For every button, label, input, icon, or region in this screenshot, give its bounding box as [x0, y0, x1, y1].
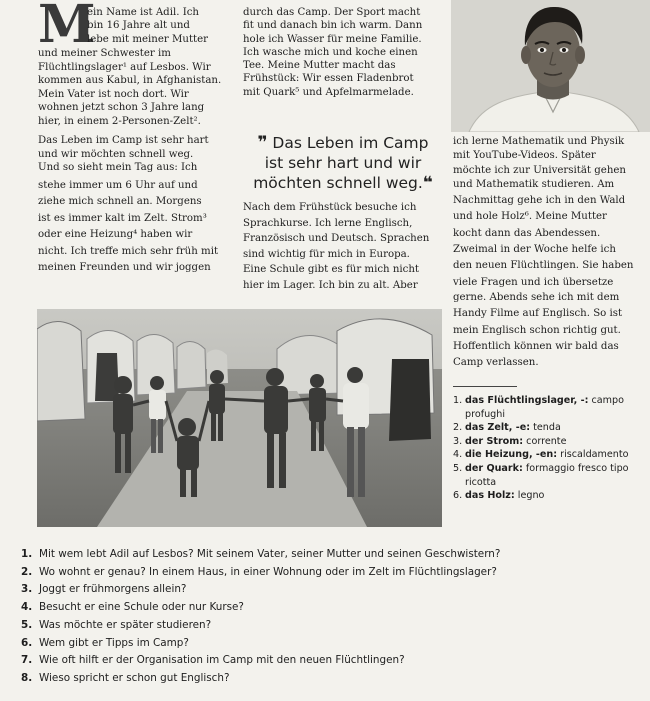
- glossary-item: [453, 448, 648, 462]
- text-line: und wir möchten schnell weg.: [38, 148, 194, 160]
- glossary: [453, 394, 648, 503]
- text-line: Sprachkurse. Ich lerne Englisch,: [243, 217, 413, 229]
- question-number: 1.: [21, 548, 33, 560]
- question-text: Wem gibt er Tipps im Camp?: [39, 636, 189, 649]
- glossary-number: 4.: [453, 449, 463, 461]
- glossary-item: [453, 421, 648, 435]
- text-line: und Mathematik studieren. Am: [453, 178, 615, 190]
- question-number: 7.: [21, 654, 33, 667]
- glossary-item: [453, 435, 648, 449]
- glossary-translation: formaggio fresco tipo: [525, 462, 629, 474]
- quote-close-mark: ❝: [422, 173, 433, 193]
- question-item: [21, 564, 641, 582]
- refugee-camp-photo: [37, 309, 442, 527]
- intro-lines: [87, 6, 208, 46]
- question-item: [21, 670, 641, 688]
- text-line: Mein Vater ist noch dort. Wir: [38, 88, 189, 100]
- text-line: und meiner Schwester im: [38, 48, 171, 59]
- question-item: [21, 546, 641, 564]
- glossary-term: das Holz:: [465, 490, 515, 502]
- pull-quote: [243, 133, 443, 193]
- text-line: möchte ich zur Universität gehen: [453, 164, 626, 176]
- text-line: wohnen jetzt schon 3 Jahre lang: [38, 102, 205, 113]
- text-line: Das Leben im Camp ist sehr hart: [38, 135, 209, 146]
- question-text: Mit wem lebt Adil auf Lesbos? Mit seinem Vater, seiner Mutter und seinen Geschwistern?: [39, 548, 501, 560]
- article-column-2-bottom: [243, 200, 429, 293]
- text-line: stehe immer um 6 Uhr auf und: [38, 179, 198, 191]
- text-line: kommen aus Kabul, in Afghanistan.: [38, 75, 222, 86]
- text-line: Flüchtlingslager¹ auf Lesbos. Wir: [38, 61, 211, 73]
- text-line: ist es immer kalt im Zelt. Strom³: [38, 212, 207, 224]
- glossary-number: 6.: [453, 490, 463, 502]
- article-column-3: [453, 135, 648, 370]
- question-number: 2.: [21, 565, 33, 578]
- text-line: kocht dann das Abendessen.: [453, 227, 601, 239]
- question-number: 3.: [21, 583, 33, 596]
- question-text: Wo wohnt er genau? In einem Haus, in einer Wohnung oder im Zelt im Flüchtlingslager?: [39, 565, 497, 578]
- text-line: ich lerne Mathematik und Physik: [453, 136, 625, 147]
- text-line: Hoffentlich können wir bald das: [453, 340, 619, 352]
- glossary-term: das Zelt, -e:: [465, 422, 531, 434]
- question-item: [21, 635, 641, 653]
- article-column-1: [38, 47, 221, 275]
- question-text: Wieso spricht er schon gut Englisch?: [39, 671, 230, 684]
- glossary-number: 1.: [453, 395, 463, 406]
- glossary-translation: riscaldamento: [560, 449, 629, 461]
- text-line: Französisch und Deutsch. Sprachen: [243, 233, 430, 244]
- glossary-number: 3.: [453, 435, 463, 447]
- question-item: [21, 617, 641, 635]
- text-line: mit YouTube-Videos. Später: [453, 150, 596, 162]
- article-column-2-top: [243, 6, 422, 99]
- glossary-item: [453, 394, 648, 421]
- text-line: mit Quark⁵ und Apfelmarmelade.: [243, 86, 414, 98]
- portrait-illustration: [451, 0, 650, 132]
- glossary-term: das Flüchtlingslager, -:: [465, 395, 589, 406]
- text-line: meinen Freunden und wir joggen: [38, 262, 211, 273]
- text-line: viele Fragen und ich übersetze: [453, 276, 614, 288]
- quote-line: ist sehr hart und wir: [264, 154, 422, 172]
- glossary-translation: tenda: [533, 422, 561, 434]
- text-line: durch das Camp. Der Sport macht: [243, 7, 421, 18]
- text-line: Handy Filme auf Englisch. So ist: [453, 308, 623, 320]
- question-item: [21, 652, 641, 670]
- question-list: [21, 546, 641, 688]
- text-line: Nachmittag gehe ich in den Wald: [453, 195, 626, 207]
- quote-line: Das Leben im Camp: [272, 134, 429, 152]
- text-line: oder eine Heizung⁴ haben wir: [38, 229, 193, 240]
- question-number: 4.: [21, 601, 33, 614]
- question-text: Besucht er eine Schule oder nur Kurse?: [39, 601, 244, 614]
- quote-line: möchten schnell weg.: [253, 174, 423, 192]
- text-line: nicht. Ich treffe mich sehr früh mit: [38, 245, 219, 257]
- glossary-term: der Strom:: [465, 435, 524, 447]
- glossary-item: [453, 489, 648, 503]
- text-line: Und so sieht mein Tag aus: Ich: [38, 162, 198, 173]
- question-text: Wie oft hilft er der Organisation im Camp mit den neuen Flüchtlingen?: [39, 654, 405, 667]
- text-line: gerne. Abends sehe ich mit dem: [453, 291, 620, 303]
- question-text: Was möchte er später studieren?: [39, 618, 212, 631]
- text-line: hole ich Wasser für meine Familie.: [243, 33, 422, 45]
- text-line: Eine Schule gibt es für mich nicht: [243, 264, 420, 275]
- text-line: lebe mit meiner Mutter: [87, 33, 209, 45]
- question-number: 5.: [21, 618, 33, 631]
- text-line: und hole Holz⁶. Meine Mutter: [453, 211, 607, 223]
- text-line: sind wichtig für mich in Europa.: [243, 248, 410, 260]
- glossary-translation: corrente: [526, 435, 567, 447]
- text-line: Ich wasche mich und koche einen: [243, 46, 418, 58]
- question-number: 8.: [21, 671, 33, 684]
- text-line: den neuen Flüchtlingen. Sie haben: [453, 260, 634, 272]
- text-line: Camp verlassen.: [453, 357, 539, 369]
- question-text: Joggt er frühmorgens allein?: [39, 583, 187, 596]
- text-line: Zweimal in der Woche helfe ich: [453, 244, 616, 256]
- question-number: 6.: [21, 636, 33, 649]
- glossary-term: die Heizung, -en:: [465, 449, 558, 461]
- glossary-number: 2.: [453, 422, 463, 434]
- text-line: hier, in einem 2-Personen-Zelt².: [38, 115, 201, 127]
- text-line: ein Name ist Adil. Ich: [87, 7, 199, 18]
- question-item: [21, 599, 641, 617]
- text-line: ziehe mich schnell an. Morgens: [38, 196, 202, 207]
- quote-open-mark: ❞: [257, 133, 268, 153]
- glossary-translation: campo: [591, 395, 624, 406]
- glossary-term: der Quark:: [465, 462, 523, 474]
- text-line: Tee. Meine Mutter macht das: [243, 60, 396, 72]
- drop-cap: M: [38, 0, 96, 55]
- glossary-divider: [453, 386, 517, 387]
- glossary-translation: legno: [517, 490, 545, 502]
- text-line: Frühstück: Wir essen Fladenbrot: [243, 73, 414, 85]
- text-line: mein Englisch schon richtig gut.: [453, 324, 621, 336]
- question-item: [21, 581, 641, 599]
- text-line: bin 16 Jahre alt und: [87, 20, 190, 32]
- glossary-translation: profughi: [465, 408, 505, 420]
- text-line: Nach dem Frühstück besuche ich: [243, 202, 417, 213]
- glossary-item: [453, 462, 648, 489]
- glossary-number: 5.: [453, 462, 463, 474]
- glossary-translation: ricotta: [465, 476, 497, 488]
- text-line: fit und danach bin ich warm. Dann: [243, 20, 423, 32]
- camp-illustration: [37, 309, 442, 527]
- text-line: hier im Lager. Ich bin zu alt. Aber: [243, 279, 418, 291]
- portrait-photo: [451, 0, 650, 132]
